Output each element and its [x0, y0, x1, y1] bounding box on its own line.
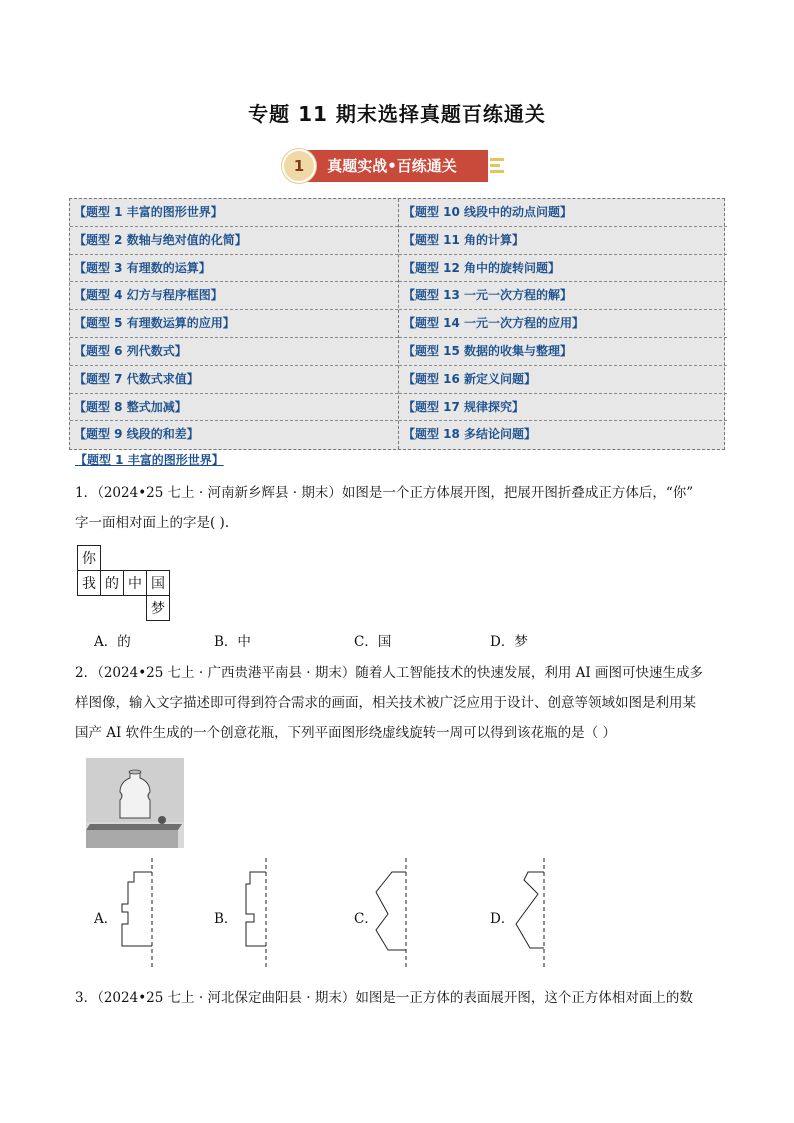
topic-item[interactable]: 【题型 8 整式加减】 [70, 394, 398, 422]
question-line: 国产 AI 软件生成的一个创意花瓶，下列平面图形绕虚线旋转一周可以得到该花瓶的是（ ） [75, 725, 616, 741]
section-banner [282, 147, 510, 185]
question-line: 3．（2024•25 七上 · 河北保定曲阳县 · 期末）如图是一正方体的表面展开图，这个正方体相对面上的数 [75, 990, 693, 1006]
shape-c-figure[interactable] [372, 858, 422, 970]
topic-item[interactable]: 【题型 16 新定义问题】 [399, 366, 727, 394]
shape-d-figure[interactable] [508, 858, 558, 970]
topic-item[interactable]: 【题型 17 规律探究】 [399, 394, 727, 422]
banner-decoration [490, 164, 500, 167]
banner-decoration [490, 170, 504, 173]
question-line: 2．（2024•25 七上 · 广西贵港平南县 · 期末）随着人工智能技术的快速发展，利用 AI 画图可快速生成多 [75, 665, 704, 681]
net-cell: 你 [78, 546, 101, 571]
net-cell: 梦 [147, 596, 170, 621]
net-cell: 的 [101, 571, 124, 596]
topic-item[interactable]: 【题型 10 线段中的动点问题】 [399, 199, 727, 227]
question-2-text [75, 658, 725, 748]
option-a[interactable]: A． [94, 911, 118, 927]
topic-item[interactable]: 【题型 9 线段的和差】 [74, 427, 199, 442]
section-heading[interactable]: 【题型 1 丰富的图形世界】 [75, 453, 224, 467]
topic-item[interactable]: 【题型 3 有理数的运算】 [70, 255, 398, 283]
topic-item[interactable]: 【题型 11 角的计算】 [399, 227, 727, 255]
topic-item[interactable]: 【题型 6 列代数式】 [70, 338, 398, 366]
option-a[interactable]: A．的 [94, 634, 131, 650]
banner-bar [296, 150, 488, 182]
topic-item[interactable]: 【题型 4 幻方与程序框图】 [70, 282, 398, 310]
topic-table [69, 198, 725, 450]
topic-item[interactable]: 【题型 12 角中的旋转问题】 [399, 255, 727, 283]
banner-number: 1 [282, 149, 316, 183]
topic-item[interactable]: 【题型 7 代数式求值】 [70, 366, 398, 394]
option-b[interactable]: B． [214, 911, 238, 927]
shape-b-figure[interactable] [234, 858, 274, 970]
question-1-text [75, 478, 725, 538]
topic-column-right [398, 199, 727, 449]
topic-item[interactable]: 【题型 1 丰富的图形世界】 [70, 199, 398, 227]
topic-item[interactable]: 【题型 5 有理数运算的应用】 [70, 310, 398, 338]
option-d[interactable]: D．梦 [490, 634, 528, 650]
topic-item[interactable]: 【题型 13 一元一次方程的解】 [399, 282, 727, 310]
topic-column-left [70, 199, 398, 449]
net-cell: 我 [78, 571, 101, 596]
topic-item[interactable]: 【题型 18 多结论问题】 [403, 427, 537, 442]
net-cell: 国 [147, 571, 170, 596]
question-line: 字一面相对面上的字是( ). [75, 515, 230, 531]
question-3-text [75, 983, 725, 1013]
banner-decoration [490, 158, 504, 161]
page-title: 专题 11 期末选择真题百练通关 [248, 102, 546, 126]
option-c[interactable]: C． [354, 911, 378, 927]
option-c[interactable]: C．国 [354, 634, 392, 650]
question-line: 样图像，输入文字描述即可得到符合需求的画面，相关技术被广泛应用于设计、创意等领域如图是利用某 [75, 695, 696, 711]
option-b[interactable]: B．中 [214, 634, 251, 650]
vase-image [86, 758, 184, 848]
topic-item[interactable]: 【题型 14 一元一次方程的应用】 [399, 310, 727, 338]
topic-item[interactable]: 【题型 15 数据的收集与整理】 [399, 338, 727, 366]
cube-net-figure [77, 545, 170, 621]
net-cell: 中 [124, 571, 147, 596]
banner-label: 真题实战•百练通关 [327, 157, 457, 175]
topic-item[interactable]: 【题型 2 数轴与绝对值的化简】 [70, 227, 398, 255]
option-d[interactable]: D． [490, 911, 515, 927]
question-line: 1．（2024•25 七上 · 河南新乡辉县 · 期末）如图是一个正方体展开图，把展开图折叠成正方体后，“你” [75, 485, 694, 501]
shape-a-figure[interactable] [115, 858, 155, 970]
